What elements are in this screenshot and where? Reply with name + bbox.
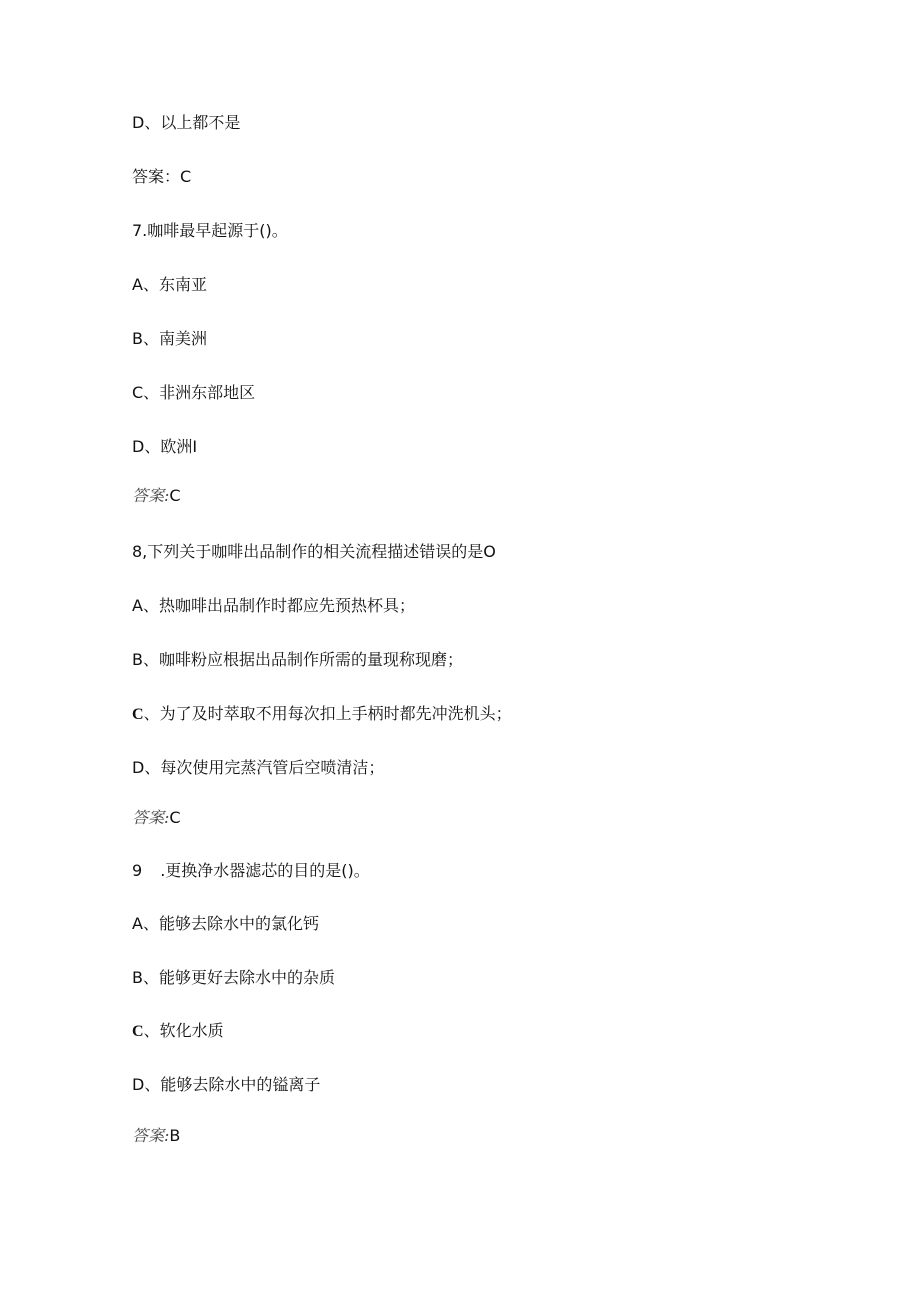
q8-option-d: D、每次使用完蒸汽管后空喷清洁；	[132, 758, 385, 777]
q8-option-c	[132, 704, 512, 725]
q7-option-b: B、南美洲	[132, 329, 207, 348]
q8-option-b: B、咖啡粉应根据出品制作所需的量现称现磨；	[132, 650, 463, 669]
q7-answer-label: 答案:	[132, 486, 170, 505]
q7-option-a: A、东南亚	[132, 275, 207, 294]
q7-option-c: C、非洲东部地区	[132, 383, 256, 402]
q9-question-line	[132, 861, 370, 881]
q8-option-c-text: 、为了及时萃取不用每次扣上手柄时都先冲洗机头；	[143, 704, 512, 723]
q9-option-c	[132, 1021, 224, 1042]
q9-option-c-text: 、软化水质	[143, 1021, 224, 1040]
q9-answer	[132, 1126, 180, 1146]
q8-option-c-letter: C	[132, 706, 144, 723]
q9-question: .更换净水器滤芯的目的是()。	[160, 861, 370, 880]
q6-option-d: D、以上都不是	[132, 113, 241, 132]
q7-question: 7.咖啡最早起源于()。	[132, 221, 288, 240]
q9-number: 9	[132, 861, 143, 880]
q8-question: 8,下列关于咖啡出品制作的相关流程描述错误的是O	[132, 542, 496, 561]
q7-option-d: D、欧洲I	[132, 437, 198, 456]
q8-option-a: A、热咖啡出品制作时都应先预热杯具；	[132, 596, 415, 615]
q8-answer-value: C	[169, 808, 181, 827]
q9-option-a: A、能够去除水中的氯化钙	[132, 914, 319, 933]
q7-answer	[132, 486, 181, 506]
q7-answer-value: C	[169, 486, 181, 505]
q8-answer	[132, 808, 181, 828]
q9-option-b: B、能够更好去除水中的杂质	[132, 968, 335, 987]
q6-answer: 答案：C	[132, 167, 192, 186]
q8-answer-label: 答案:	[132, 808, 170, 827]
q9-answer-value: B	[169, 1126, 181, 1145]
q9-answer-label: 答案:	[132, 1126, 170, 1145]
q9-option-c-letter: C	[132, 1023, 144, 1040]
q9-option-d: D、能够去除水中的镒离子	[132, 1075, 321, 1094]
